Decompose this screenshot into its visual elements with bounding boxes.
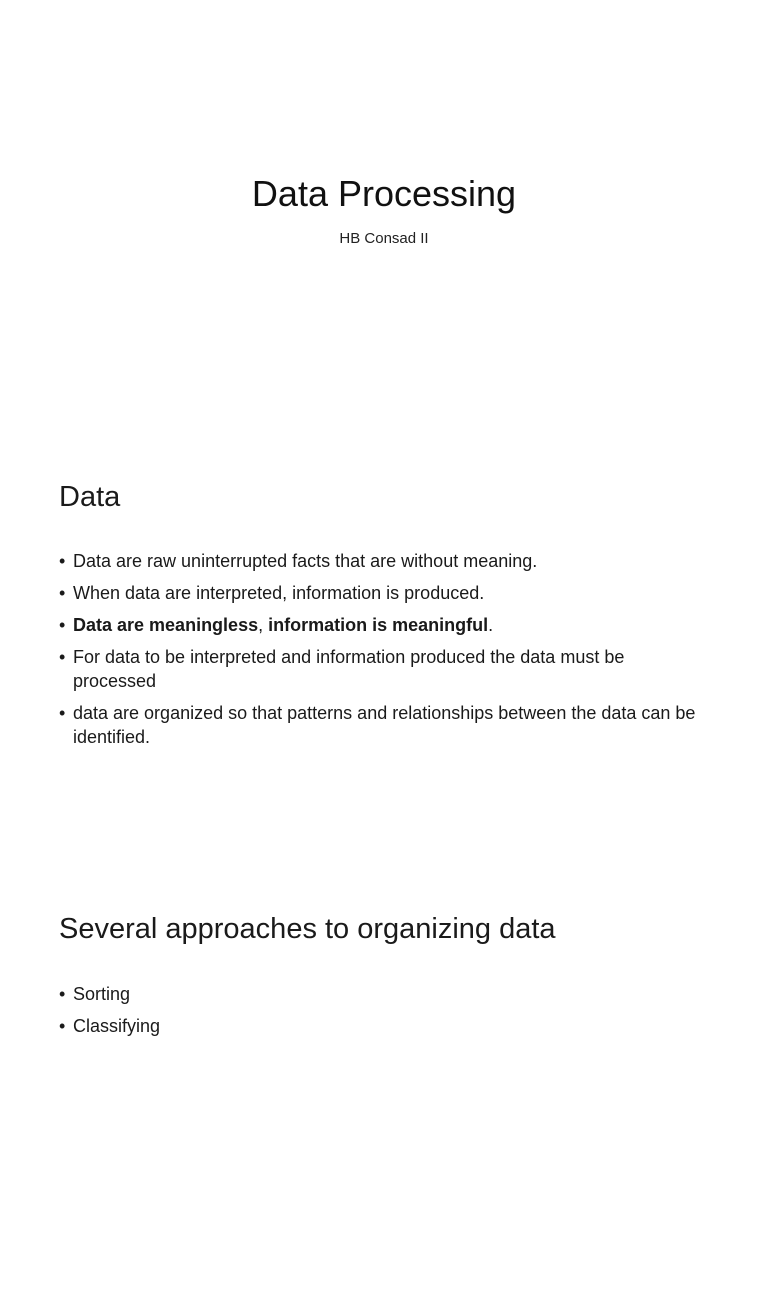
bullet-item xyxy=(59,645,709,693)
bullet-text: data are organized so that patterns and relationships between the data can be identified. xyxy=(73,703,696,747)
bullet-text-separator: , xyxy=(258,615,269,635)
bullet-marker: • xyxy=(59,615,66,635)
bullet-text: Sorting xyxy=(73,984,131,1004)
bullet-text: For data to be interpreted and information produced the data must be processed xyxy=(73,647,625,691)
slide-data xyxy=(0,432,768,864)
bullet-marker: • xyxy=(59,984,66,1004)
slide-title-subtitle: HB Consad II xyxy=(339,230,429,247)
bullet-item xyxy=(59,581,709,605)
bullet-item xyxy=(59,613,709,637)
slide-title xyxy=(0,0,768,432)
bullet-text: Data are raw uninterrupted facts that are without meaning. xyxy=(73,551,538,571)
bullet-marker: • xyxy=(59,647,66,667)
bullet-text-bold-data: Data are meaningless xyxy=(73,615,259,635)
bullet-marker: • xyxy=(59,703,66,723)
slide-approaches-heading: Several approaches to organizing data xyxy=(59,913,556,945)
slide-data-heading: Data xyxy=(59,481,121,513)
bullet-text-bold-information: information is meaningful xyxy=(268,615,489,635)
bullet-marker: • xyxy=(59,551,66,571)
slide-approaches-bullet-list xyxy=(59,982,709,1046)
bullet-item xyxy=(59,1014,709,1038)
bullet-marker: • xyxy=(59,1016,66,1036)
bullet-text: Classifying xyxy=(73,1016,161,1036)
slide-data-bullet-list xyxy=(59,549,709,757)
bullet-item xyxy=(59,701,709,749)
bullet-item xyxy=(59,982,709,1006)
slide-title-heading: Data Processing xyxy=(251,173,517,214)
slide-approaches xyxy=(0,864,768,1296)
bullet-item xyxy=(59,549,709,573)
bullet-text-end: . xyxy=(488,615,494,635)
bullet-marker: • xyxy=(59,583,66,603)
bullet-text: When data are interpreted, information is produced. xyxy=(73,583,485,603)
